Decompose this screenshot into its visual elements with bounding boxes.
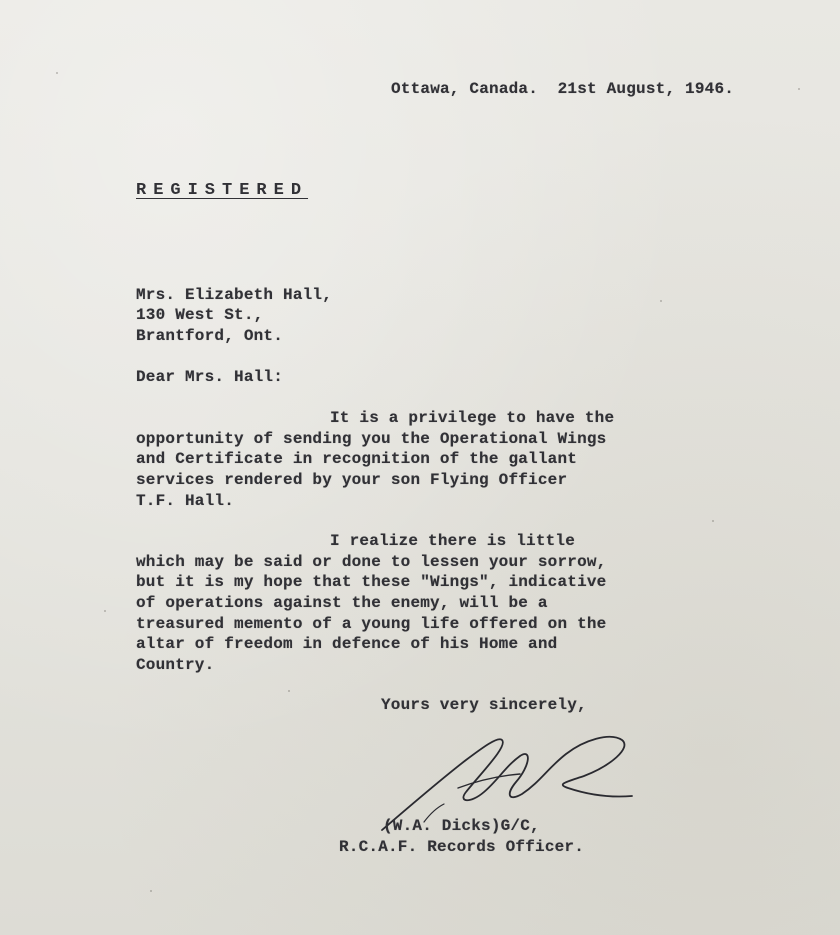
paragraph2-line: altar of freedom in defence of his Home and <box>136 635 558 653</box>
paragraph1-line: T.F. Hall. <box>136 492 235 510</box>
paper-speck <box>150 890 152 892</box>
paragraph2-line: I realize there is little <box>330 532 576 550</box>
salutation: Dear Mrs. Hall: <box>136 368 284 386</box>
paper-speck <box>56 72 58 74</box>
paper-speck <box>798 88 800 90</box>
paper-speck <box>104 610 106 612</box>
paragraph1-line: It is a privilege to have the <box>330 409 615 427</box>
closing: Yours very sincerely, <box>381 696 587 714</box>
paragraph1-line: opportunity of sending you the Operational Wings <box>136 430 607 448</box>
paper-speck <box>712 520 714 522</box>
paragraph1-line: and Certificate in recognition of the gallant <box>136 450 578 468</box>
address-line-name: Mrs. Elizabeth Hall, <box>136 286 333 304</box>
paragraph2-line: Country. <box>136 656 215 674</box>
paragraph1-line: services rendered by your son Flying Officer <box>136 471 568 489</box>
paper-speck <box>288 690 290 692</box>
registered-heading: REGISTERED <box>136 181 309 200</box>
paragraph2-line: but it is my hope that these "Wings", indicative <box>136 573 607 591</box>
signer-name: (W.A. Dicks)G/C, <box>383 817 540 835</box>
signer-title: R.C.A.F. Records Officer. <box>339 838 585 856</box>
paragraph2-line: of operations against the enemy, will be a <box>136 594 548 612</box>
address-line-street: 130 West St., <box>136 306 264 324</box>
paper-speck <box>660 300 662 302</box>
dateline: Ottawa, Canada. 21st August, 1946. <box>391 80 735 98</box>
address-line-city: Brantford, Ont. <box>136 327 284 345</box>
paragraph2-line: which may be said or done to lessen your sorrow, <box>136 553 607 571</box>
paragraph2-line: treasured memento of a young life offered on the <box>136 615 607 633</box>
